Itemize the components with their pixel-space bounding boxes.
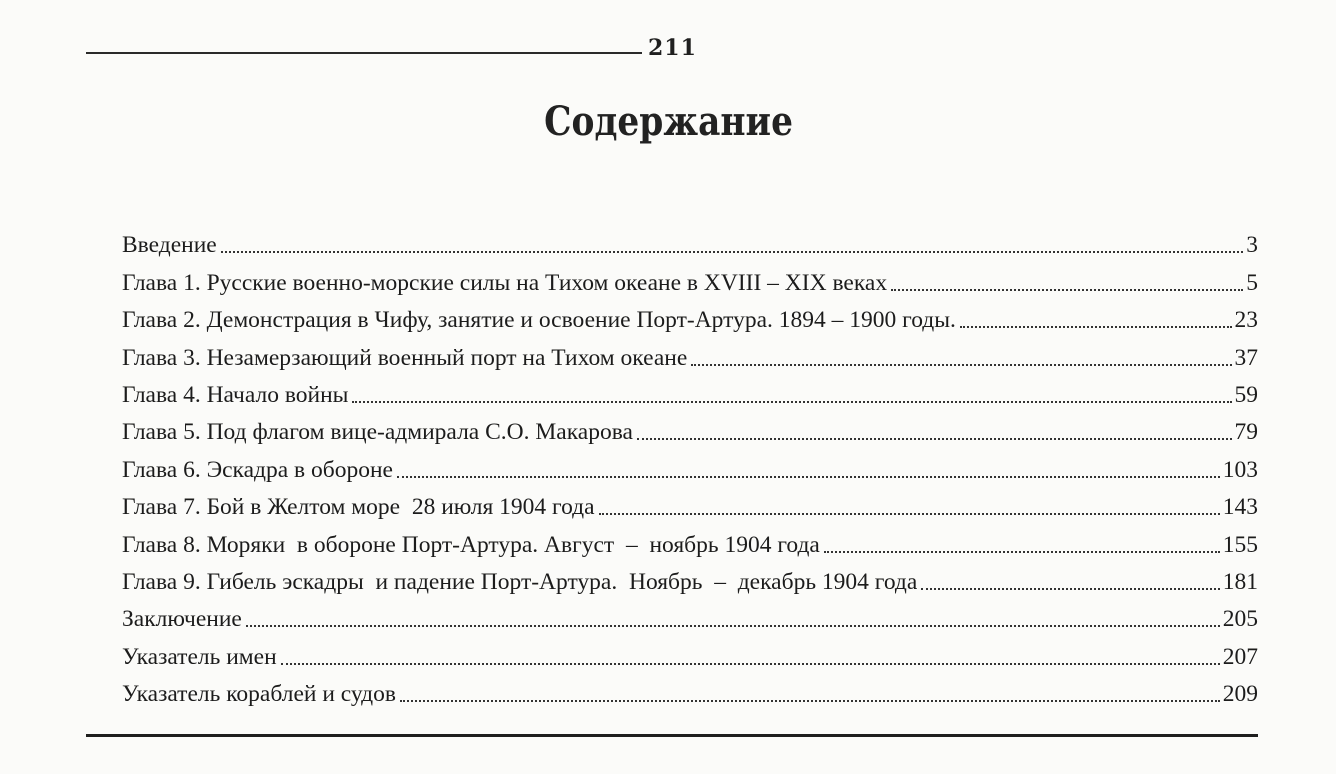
toc-entry-label: Глава 4. Начало войны bbox=[122, 381, 349, 408]
toc-entry-label: Глава 5. Под флагом вице-адмирала С.О. Макарова bbox=[122, 419, 633, 446]
toc-entry-label: Указатель кораблей и судов bbox=[122, 681, 396, 708]
toc-entry-chapter-3[interactable] bbox=[122, 334, 1258, 371]
toc-entry-chapter-6[interactable] bbox=[122, 446, 1258, 483]
dot-leader bbox=[352, 401, 1231, 403]
toc-entry-label: Введение bbox=[122, 232, 217, 259]
toc-entry-label: Указатель имен bbox=[122, 643, 277, 670]
toc-entry-chapter-1[interactable] bbox=[122, 259, 1258, 296]
toc-entry-name-index[interactable] bbox=[122, 633, 1258, 670]
toc-entry-label: Заключение bbox=[122, 606, 242, 633]
toc-entry-label: Глава 8. Моряки в обороне Порт-Артура. Август – ноябрь 1904 года bbox=[122, 531, 820, 558]
footer-rule bbox=[86, 734, 1258, 737]
toc-entry-introduction[interactable] bbox=[122, 222, 1258, 259]
toc-entry-label: Глава 3. Незамерзающий военный порт на Тихом океане bbox=[122, 344, 688, 371]
toc-entry-page: 5 bbox=[1246, 269, 1258, 296]
toc-entry-page: 181 bbox=[1222, 568, 1258, 595]
dot-leader bbox=[400, 700, 1220, 702]
toc-entry-label: Глава 1. Русские военно-морские силы на Тихом океане в XVIII – XIX веках bbox=[122, 269, 888, 296]
toc-entry-page: 23 bbox=[1234, 307, 1258, 334]
toc-entry-page: 207 bbox=[1222, 643, 1258, 670]
toc-entry-page: 143 bbox=[1222, 494, 1258, 521]
toc-entry-page: 79 bbox=[1234, 419, 1258, 446]
toc-entry-page: 59 bbox=[1234, 381, 1258, 408]
dot-leader bbox=[599, 513, 1220, 515]
toc-entry-label: Глава 7. Бой в Желтом море 28 июля 1904 года bbox=[122, 494, 595, 521]
toc-entry-page: 37 bbox=[1234, 344, 1258, 371]
toc-entry-page: 3 bbox=[1246, 232, 1258, 259]
dot-leader bbox=[221, 251, 1244, 253]
toc-entry-chapter-8[interactable] bbox=[122, 521, 1258, 558]
dot-leader bbox=[691, 364, 1231, 366]
toc-entry-chapter-5[interactable] bbox=[122, 409, 1258, 446]
dot-leader bbox=[824, 551, 1220, 553]
toc-entry-chapter-2[interactable] bbox=[122, 297, 1258, 334]
dot-leader bbox=[281, 663, 1220, 665]
toc-entry-label: Глава 2. Демонстрация в Чифу, занятие и освоение Порт-Артура. 1894 – 1900 годы. bbox=[122, 307, 956, 334]
toc-entry-chapter-9[interactable] bbox=[122, 559, 1258, 596]
toc-entry-page: 103 bbox=[1222, 456, 1258, 483]
toc-entry-page: 155 bbox=[1222, 531, 1258, 558]
dot-leader bbox=[397, 476, 1220, 478]
toc-entry-chapter-4[interactable] bbox=[122, 372, 1258, 409]
toc-entry-chapter-7[interactable] bbox=[122, 484, 1258, 521]
toc-entry-conclusion[interactable] bbox=[122, 596, 1258, 633]
page-title: Содержание bbox=[544, 98, 793, 145]
toc-entry-label: Глава 6. Эскадра в обороне bbox=[122, 456, 393, 483]
page-number: 211 bbox=[648, 35, 697, 61]
toc-entry-ship-index[interactable] bbox=[122, 671, 1258, 708]
dot-leader bbox=[960, 326, 1232, 328]
dot-leader bbox=[921, 588, 1219, 590]
toc-entry-page: 209 bbox=[1222, 681, 1258, 708]
toc-entry-page: 205 bbox=[1222, 606, 1258, 633]
table-of-contents bbox=[122, 222, 1258, 708]
header-rule bbox=[86, 52, 642, 54]
dot-leader bbox=[246, 625, 1220, 627]
dot-leader bbox=[891, 289, 1243, 291]
dot-leader bbox=[637, 438, 1232, 440]
toc-entry-label: Глава 9. Гибель эскадры и падение Порт-Артура. Ноябрь – декабрь 1904 года bbox=[122, 568, 918, 595]
